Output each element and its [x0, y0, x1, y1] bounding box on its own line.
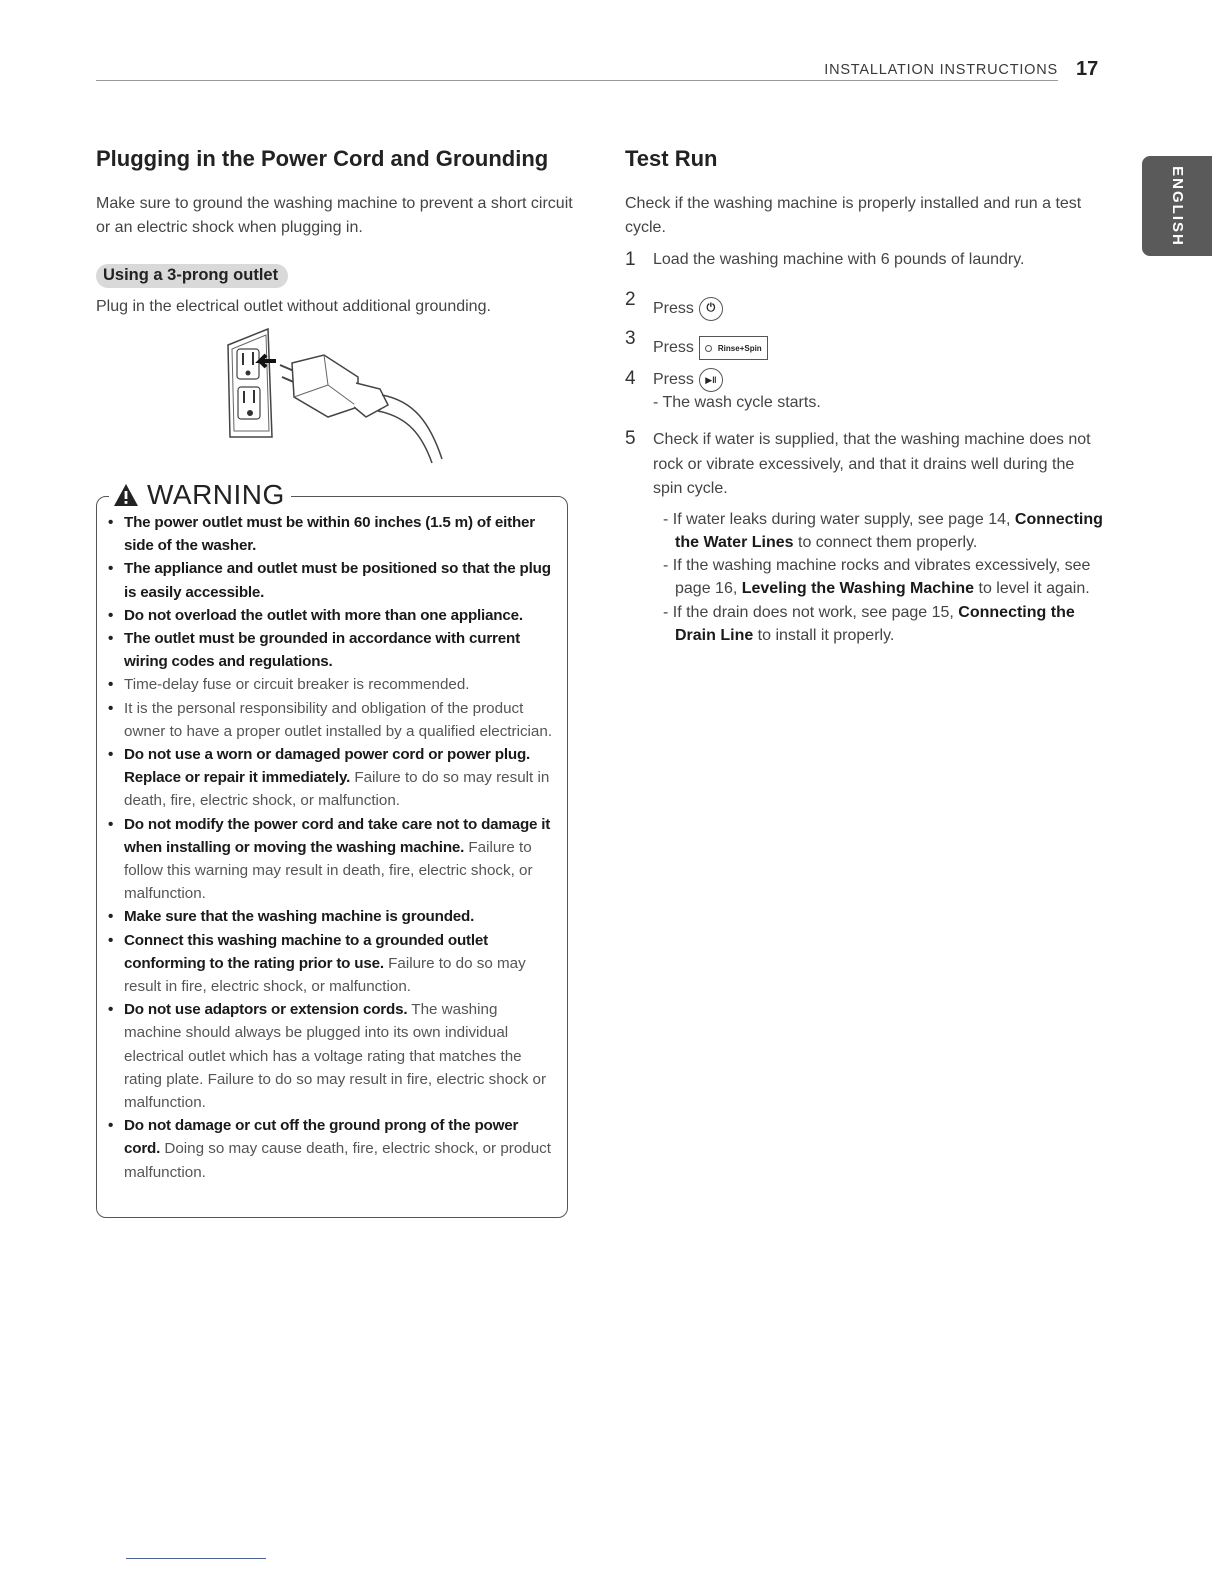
- note-water-leak: - If water leaks during water supply, see page 14, Connecting the Water Lines to connect them properly.: [663, 510, 1103, 551]
- warning-item: • Connect this washing machine to a grounded outlet conforming to the rating prior to use. Failure to do so may result in fire, electric shock, or malfunction.: [107, 929, 557, 999]
- start-pause-icon: ▶‖: [699, 368, 723, 392]
- header-rule: [96, 80, 1058, 81]
- plugging-intro: Make sure to ground the washing machine to prevent a short circuit or an electric shock when plugging in.: [96, 195, 573, 236]
- step-1: 1 Load the washing machine with 6 pounds of laundry.: [625, 249, 1025, 270]
- warning-item: • The power outlet must be within 60 inches (1.5 m) of either side of the washer.: [107, 511, 557, 557]
- indicator-dot-icon: [705, 345, 712, 352]
- outlet-plug-illustration: [96, 325, 576, 465]
- step-2: 2 Press ⏻: [625, 289, 1105, 328]
- warning-item: • Do not use a worn or damaged power cord or power plug. Replace or repair it immediately. Failure to do so may result in death, fire, electric shock, or malfunction.: [107, 743, 557, 813]
- outlet-instruction: Plug in the electrical outlet without additional grounding.: [96, 298, 491, 315]
- troubleshooting-notes: [663, 508, 1105, 648]
- note-leveling: - If the washing machine rocks and vibrates excessively, see page 16, Leveling the Washing Machine to level it again.: [663, 557, 1091, 598]
- language-tab: [1142, 156, 1212, 256]
- section-title-test-run: Test Run: [625, 146, 718, 171]
- warning-item: • Do not overload the outlet with more than one appliance.: [107, 604, 557, 627]
- warning-list: [107, 511, 557, 1184]
- right-column: [625, 145, 1105, 647]
- test-run-steps: [625, 249, 1105, 502]
- subheading-3-prong: Using a 3-prong outlet: [96, 264, 288, 288]
- test-run-intro: Check if the washing machine is properly installed and run a test cycle.: [625, 195, 1082, 236]
- page-number: 17: [1076, 58, 1099, 80]
- warning-item: • Do not use adaptors or extension cords. The washing machine should always be plugged into its own individual electrical outlet which has a voltage rating that matches the rating plate. Failure to do so may result in fire, electric shock or malfunction.: [107, 998, 557, 1114]
- step-3: 3 Press Rinse+Spin: [625, 328, 1105, 368]
- step-4-note: - The wash cycle starts.: [653, 394, 821, 411]
- step-5: 5 Check if water is supplied, that the washing machine does not rock or vibrate excessively, and that it drains well during the spin cycle.: [625, 428, 1091, 497]
- warning-item: • Do not modify the power cord and take care not to damage it when installing or moving the washing machine. Failure to follow this warning may result in death, fire, electric shock, or malfunction.: [107, 813, 557, 906]
- warning-item: • Make sure that the washing machine is grounded.: [107, 905, 557, 928]
- warning-title: WARNING: [147, 479, 285, 510]
- footer-rule: [126, 1558, 266, 1559]
- language-tab-label: ENGLISH: [1168, 165, 1186, 247]
- running-header: INSTALLATION INSTRUCTIONS: [824, 62, 1058, 78]
- left-column: [96, 145, 576, 465]
- step-4: 4 Press ▶‖ - The wash cycle starts.: [625, 368, 1105, 428]
- warning-item: • Time-delay fuse or circuit breaker is recommended.: [107, 673, 557, 696]
- note-drain: - If the drain does not work, see page 15, Connecting the Drain Line to install it properly.: [663, 603, 1075, 644]
- warning-triangle-icon: [113, 483, 139, 507]
- warning-item: • Do not damage or cut off the ground prong of the power cord. Doing so may cause death, fire, electric shock, or product malfunction.: [107, 1114, 557, 1184]
- power-icon: ⏻: [699, 297, 723, 321]
- warning-item: • It is the personal responsibility and obligation of the product owner to have a proper outlet installed by a qualified electrician.: [107, 697, 557, 743]
- rinse-spin-button-icon: Rinse+Spin: [699, 336, 768, 360]
- warning-item: • The outlet must be grounded in accordance with current wiring codes and regulations.: [107, 627, 557, 673]
- section-title-plugging: Plugging in the Power Cord and Grounding: [96, 146, 549, 171]
- warning-box: [96, 479, 568, 1218]
- warning-item: • The appliance and outlet must be positioned so that the plug is easily accessible.: [107, 557, 557, 603]
- warning-heading: [109, 479, 291, 511]
- outlet-plug-drawing: [96, 325, 576, 465]
